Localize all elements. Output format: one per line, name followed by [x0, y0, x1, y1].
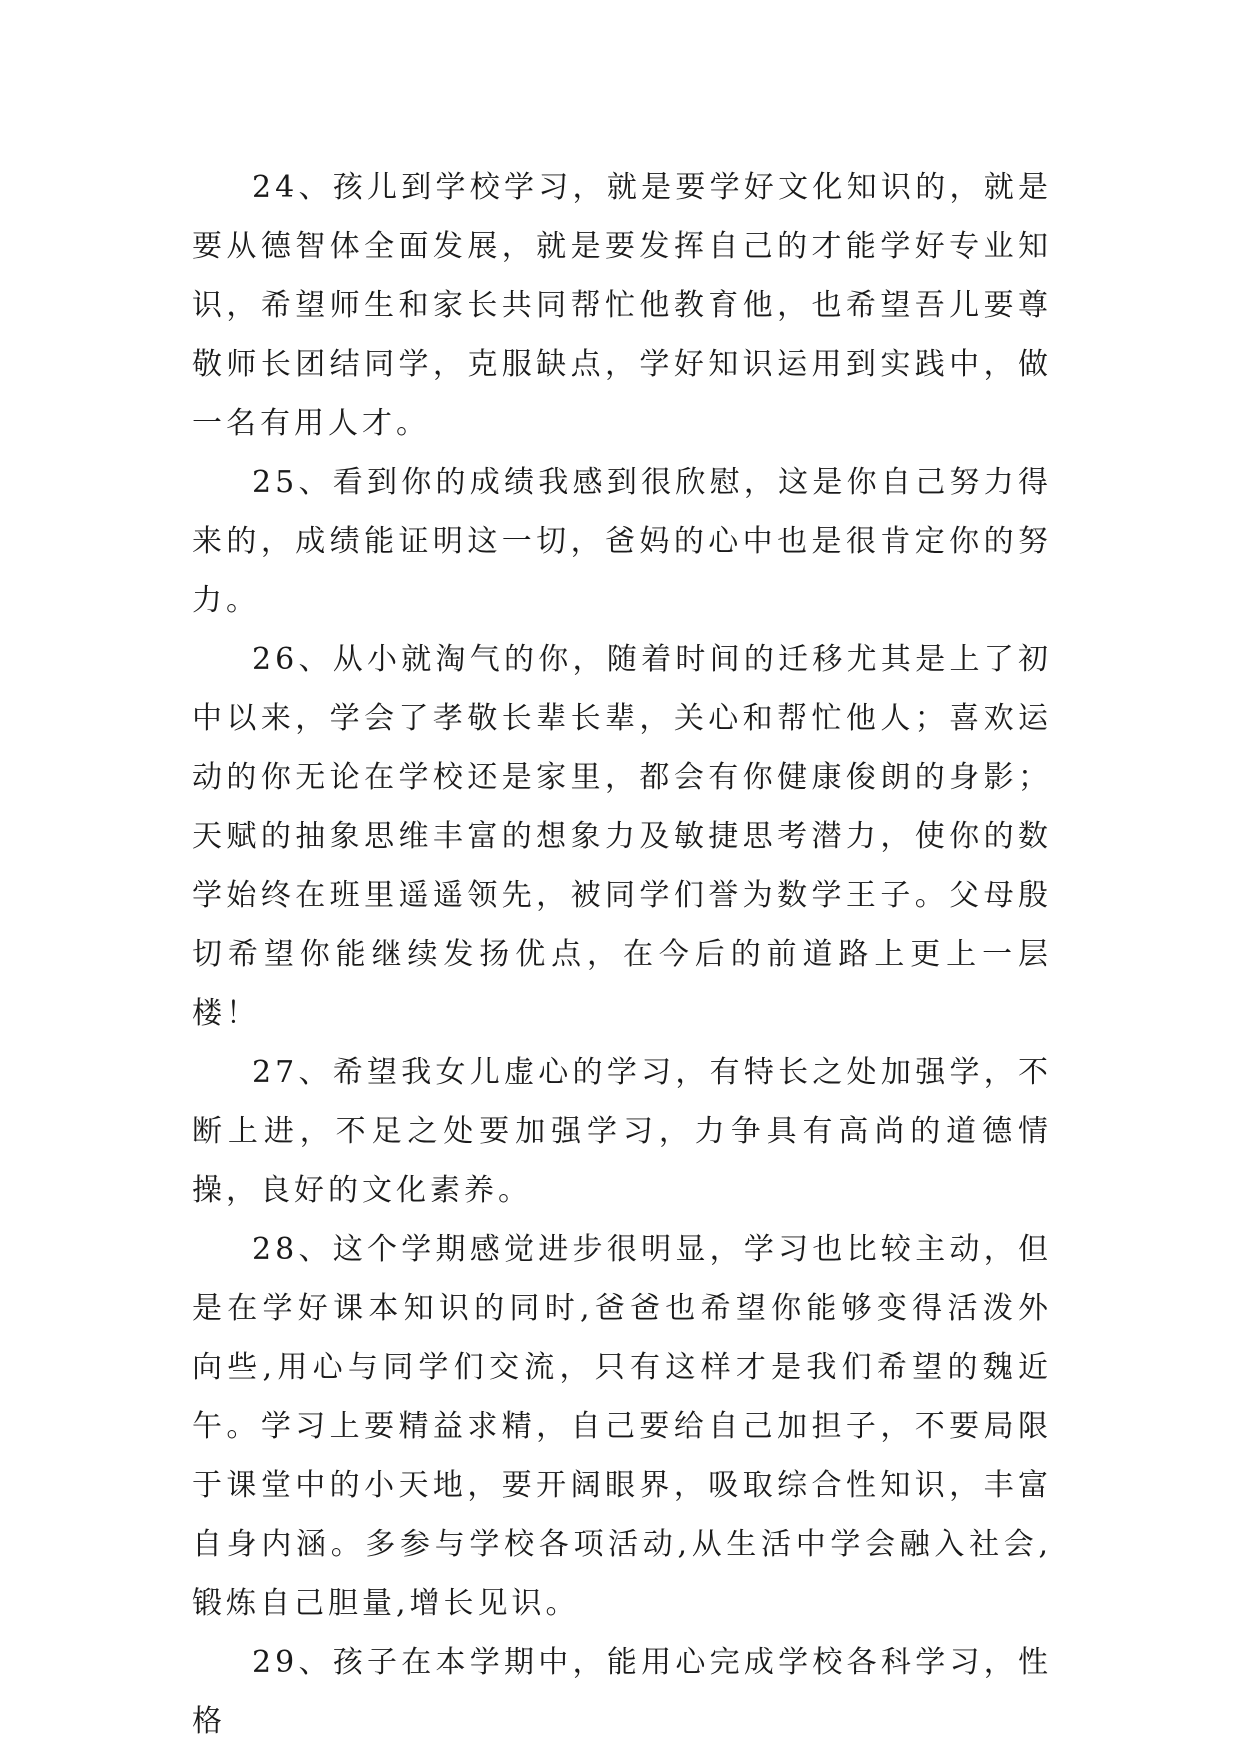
paragraph-28: 28、这个学期感觉进步很明显，学习也比较主动，但是在学好课本知识的同时,爸爸也希望你能够变得活泼外向些,用心与同学们交流，只有这样才是我们希望的魏近午。学习上要精益求精，自己要给自己加担子，不要局限于课堂中的小天地，要开阔眼界，吸取综合性知识，丰富自身内涵。多参与学校各项活动,从生活中学会融入社会,锻炼自己胆量,增长见识。 — [192, 1232, 1052, 1621]
paragraph-26: 26、从小就淘气的你，随着时间的迁移尤其是上了初中以来，学会了孝敬长辈长辈，关心和帮忙他人；喜欢运动的你无论在学校还是家里，都会有你健康俊朗的身影；天赋的抽象思维丰富的想象力及敏捷思考潜力，使你的数学始终在班里遥遥领先，被同学们誉为数学王子。父母殷切希望你能继续发扬优点，在今后的前道路上更上一层楼！ — [192, 642, 1052, 1031]
paragraph-24: 24、孩儿到学校学习，就是要学好文化知识的，就是要从德智体全面发展，就是要发挥自己的才能学好专业知识，希望师生和家长共同帮忙他教育他，也希望吾儿要尊敬师长团结同学，克服缺点，学好知识运用到实践中，做一名有用人才。 — [192, 170, 1052, 441]
paragraph-29: 29、孩子在本学期中，能用心完成学校各科学习，性格 — [192, 1645, 1052, 1739]
document-body — [192, 158, 1052, 1751]
paragraph-25: 25、看到你的成绩我感到很欣慰，这是你自己努力得来的，成绩能证明这一切，爸妈的心中也是很肯定你的努力。 — [192, 465, 1052, 618]
paragraph-27: 27、希望我女儿虚心的学习，有特长之处加强学，不断上进，不足之处要加强学习，力争具有高尚的道德情操，良好的文化素养。 — [192, 1055, 1052, 1208]
